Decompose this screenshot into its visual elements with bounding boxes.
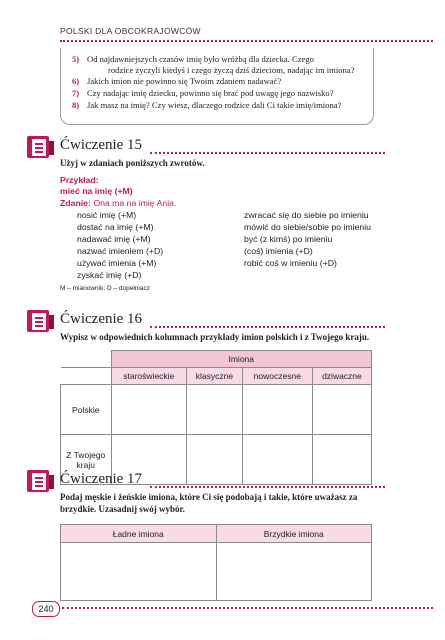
column-header: Ładne imiona — [61, 525, 217, 543]
answer-cell[interactable] — [216, 543, 372, 601]
question-5-cont: rodzice życzyli kiedyś i czego życzą dziś dzieciom, nadając im imiona? — [108, 65, 355, 75]
phrase-left-1: nosić imię (+M) — [77, 210, 137, 220]
column-header: klasyczne — [187, 368, 243, 385]
answer-cell[interactable] — [187, 435, 243, 485]
phrase-right-3: być (z kimś) po imieniu — [244, 234, 333, 244]
answer-cell[interactable] — [187, 385, 243, 435]
answer-cell[interactable] — [312, 385, 371, 435]
answer-cell[interactable] — [242, 435, 312, 485]
row-label: Z Twojego kraju — [61, 435, 112, 485]
column-header: Brzydkie imiona — [216, 525, 372, 543]
answer-cell[interactable] — [312, 435, 371, 485]
running-header: POLSKI DLA OBCOKRAJOWCÓW — [60, 26, 201, 36]
question-5: 5) Od najdawniejszych czasów imię było wróżbą dla dziecka. Czego — [72, 54, 314, 64]
exercise-17-instruction-2: brzydkie. Uzasadnij swój wybór. — [60, 504, 185, 514]
exercise-15-instruction: Użyj w zdaniach poniższych zwrotów. — [60, 158, 205, 168]
answer-cell[interactable] — [111, 385, 187, 435]
example-label: Przykład: — [60, 175, 99, 185]
header-divider — [60, 40, 433, 42]
phrase-left-3: nadawać imię (+M) — [77, 234, 151, 244]
phrase-left-4: nazwać imieniem (+D) — [77, 246, 164, 256]
phrase-left-5: używać imienia (+M) — [77, 258, 157, 268]
question-7: 7) Czy nadając imię dziecku, powinno się brać pod uwagę jego nazwisko? — [72, 88, 334, 98]
answer-cell[interactable] — [61, 543, 217, 601]
table-corner — [61, 351, 112, 368]
phrase-right-5: robić coś w imieniu (+D) — [244, 258, 337, 268]
question-8: 8) Jak masz na imię? Czy wiesz, dlaczego rodzice dali Ci takie imię/imiona? — [72, 100, 342, 110]
row-label: Polskie — [61, 385, 112, 435]
exercise-17-divider — [150, 486, 385, 488]
phrase-right-2: mówić do siebie/sobie po imieniu — [244, 222, 371, 232]
exercise-16-divider — [150, 326, 385, 328]
exercise-icon — [27, 310, 49, 332]
table-corner — [61, 368, 112, 385]
exercise-17-instruction-1: Podaj męskie i żeńskie imiona, które Ci się podobają i takie, które uważasz za — [60, 492, 358, 502]
column-header: dziwaczne — [312, 368, 371, 385]
exercise-16-title: Ćwiczenie 16 — [60, 311, 143, 327]
phrase-left-2: dostać na imię (+M) — [77, 222, 154, 232]
likes-table — [60, 524, 372, 601]
page-number: 240 — [32, 601, 60, 617]
exercise-17-title: Ćwiczenie 17 — [60, 471, 143, 487]
example-phrase: mieć na imię (+M) — [60, 186, 133, 196]
footer-divider — [62, 607, 433, 609]
example-sentence: Zdanie: Ona ma na imię Ania. — [60, 198, 177, 208]
exercise-16-instruction: Wypisz w odpowiednich kolumnach przykłady imion polskich i z Twojego kraju. — [60, 332, 370, 342]
exercise-15-divider — [150, 152, 385, 154]
exercise-icon — [27, 470, 49, 492]
names-table — [60, 350, 372, 485]
exercise-15-title: Ćwiczenie 15 — [60, 137, 143, 153]
question-6: 6) Jakich imion nie powinno się Twoim zdaniem nadawać? — [72, 76, 282, 86]
column-header: nowoczesne — [242, 368, 312, 385]
phrase-right-4: (coś) imienia (+D) — [244, 246, 313, 256]
phrase-right-1: zwracać się do siebie po imieniu — [244, 210, 369, 220]
group-header: Imiona — [111, 351, 372, 368]
phrase-left-6: zyskać imię (+D) — [77, 270, 142, 280]
column-header: staroświeckie — [111, 368, 187, 385]
grammar-legend: M – mianownik; D – dopełniacz — [60, 285, 150, 292]
exercise-icon — [27, 136, 49, 158]
answer-cell[interactable] — [242, 385, 312, 435]
